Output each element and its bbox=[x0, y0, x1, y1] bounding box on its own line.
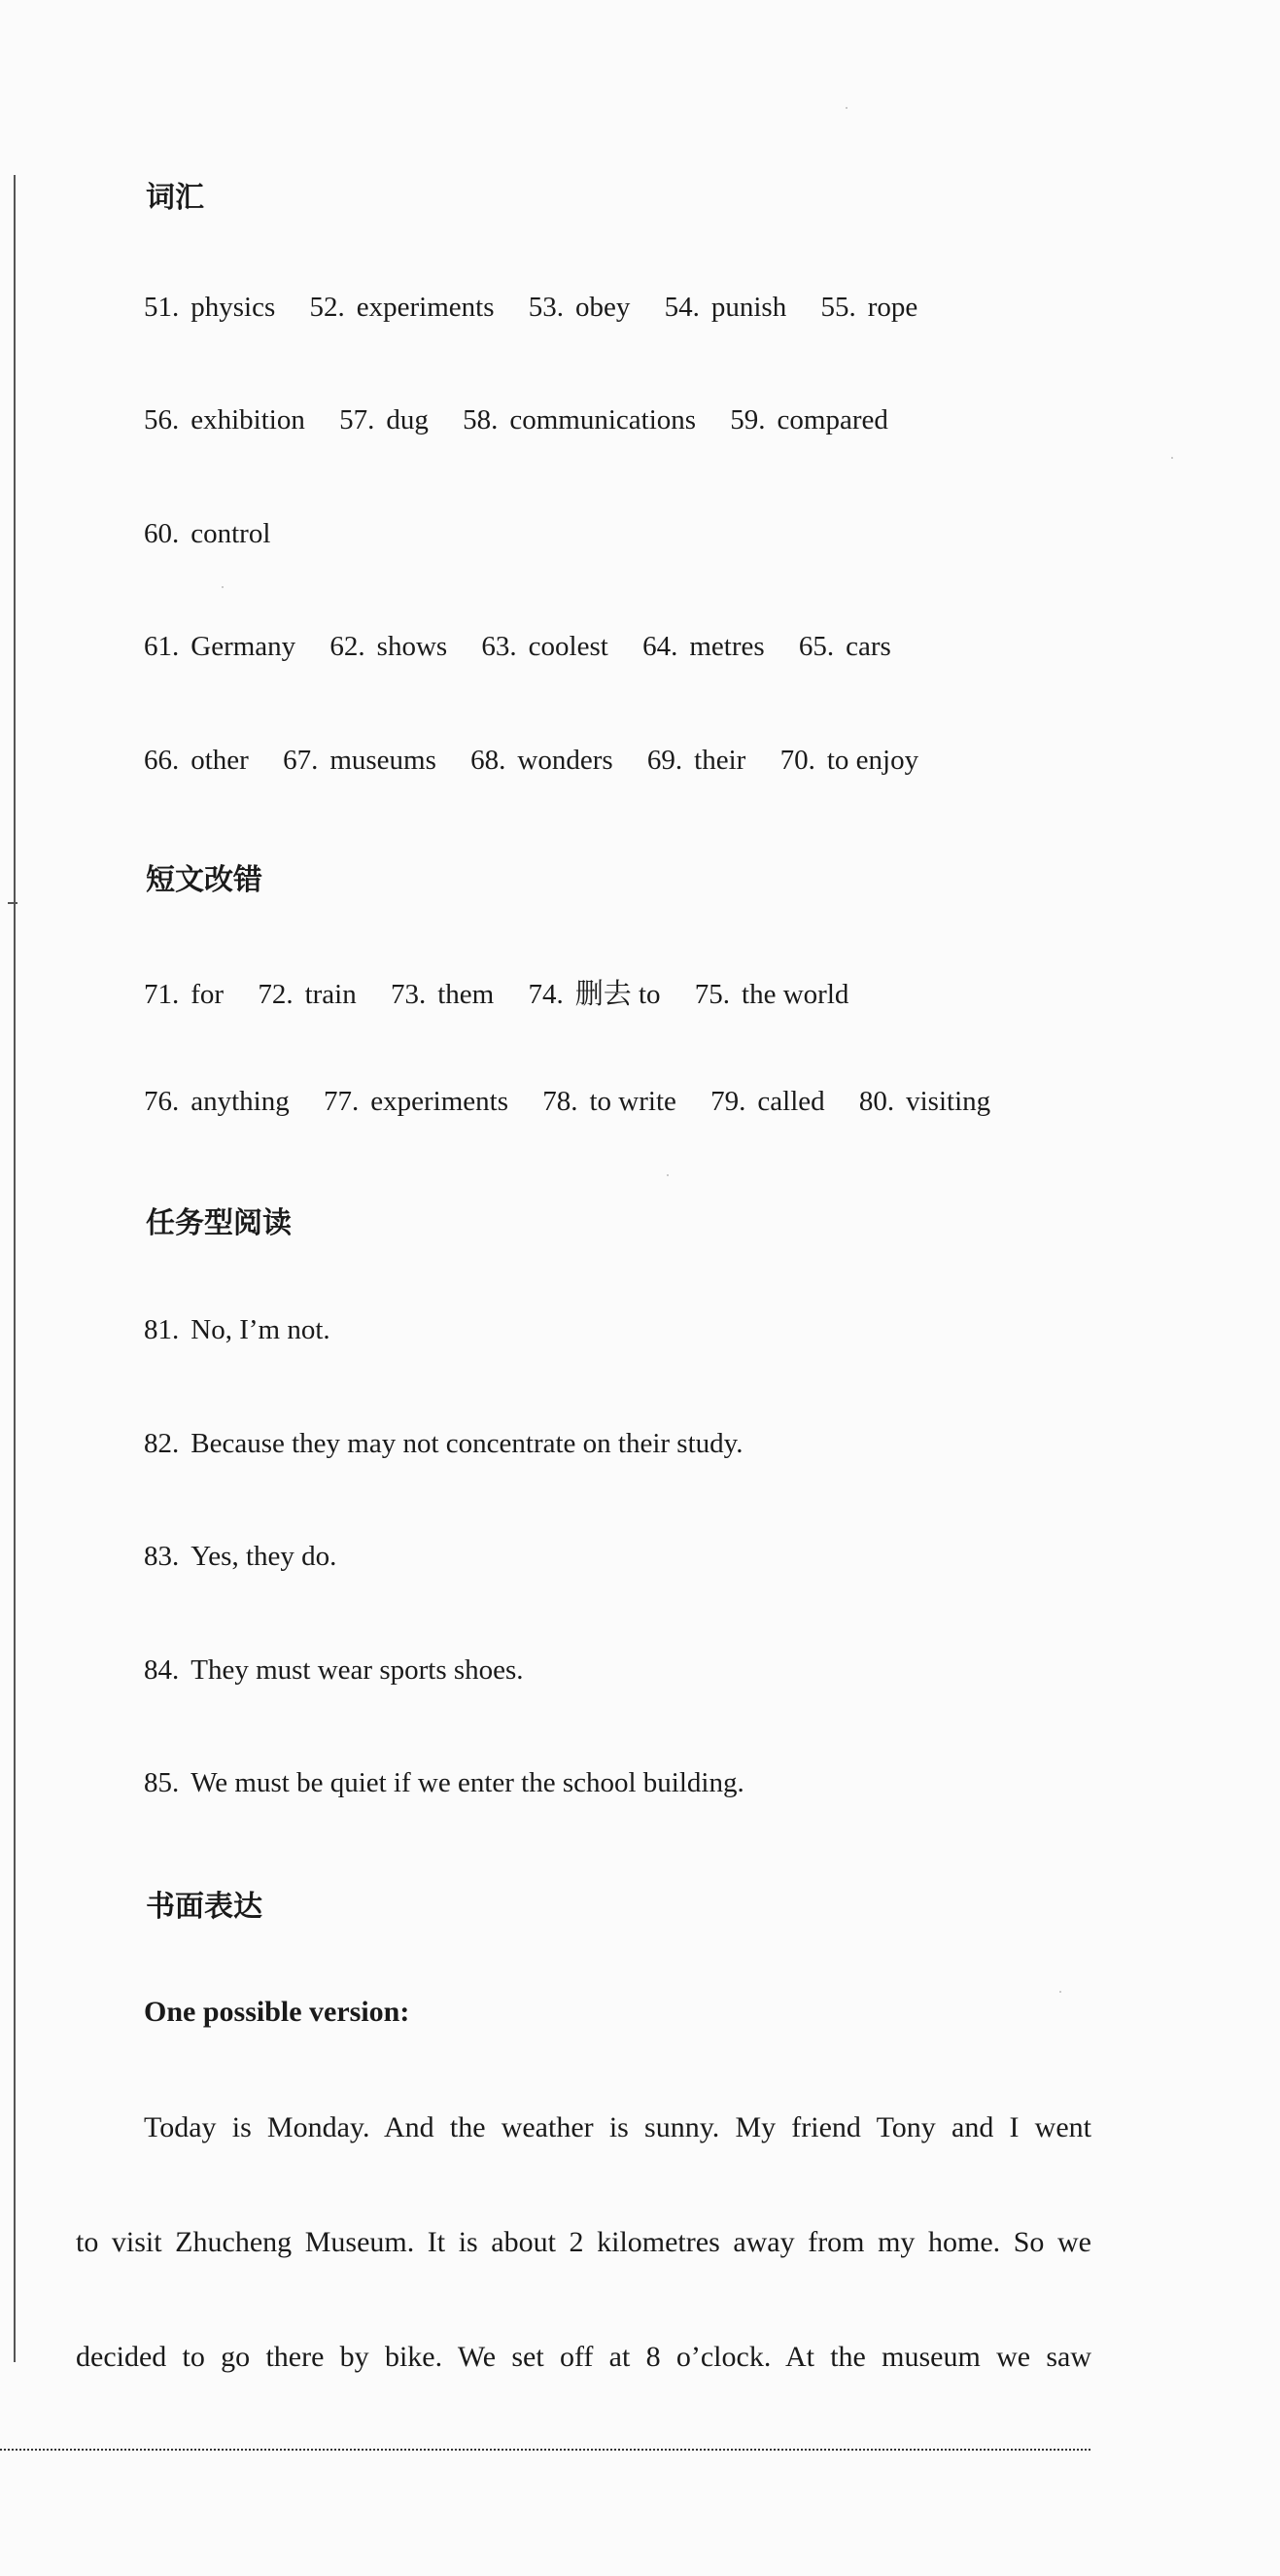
answer-item bbox=[144, 631, 295, 663]
essay-line-3: decided to go there by bike. We set off at 8 o’clock. At the museum we saw bbox=[76, 2341, 1091, 2373]
answer-text: for bbox=[190, 979, 225, 1010]
answer-item bbox=[528, 972, 660, 1012]
answer-text: physics bbox=[190, 292, 276, 323]
answer-item bbox=[799, 631, 891, 663]
answer-text: 删去 to bbox=[574, 979, 661, 1010]
reading-answer-85 bbox=[144, 1767, 744, 1799]
answer-text: punish bbox=[710, 292, 787, 323]
answer-text: They must wear sports shoes. bbox=[190, 1654, 524, 1686]
answer-text: cars bbox=[846, 631, 891, 662]
answer-text: compared bbox=[777, 404, 888, 435]
answer-number: 54. bbox=[664, 292, 700, 323]
answer-item bbox=[542, 1086, 676, 1118]
answer-text: experiments bbox=[370, 1086, 508, 1117]
reading-answer-81 bbox=[144, 1314, 330, 1346]
answer-text: called bbox=[757, 1086, 825, 1117]
answer-text: to write bbox=[589, 1086, 676, 1117]
answer-text: wonders bbox=[517, 745, 613, 776]
answer-text: museums bbox=[329, 745, 436, 776]
answer-item bbox=[144, 979, 224, 1011]
answer-number: 66. bbox=[144, 745, 180, 776]
answer-text: exhibition bbox=[190, 404, 305, 435]
answer-item bbox=[859, 1086, 990, 1118]
answer-number: 84. bbox=[144, 1654, 180, 1686]
answer-item bbox=[820, 292, 917, 324]
answer-item bbox=[144, 292, 275, 324]
answer-text: rope bbox=[867, 292, 918, 323]
answer-number: 85. bbox=[144, 1767, 180, 1798]
left-margin-rule bbox=[14, 175, 16, 2362]
answer-item bbox=[324, 1086, 508, 1118]
scan-speck bbox=[1059, 1991, 1061, 1993]
answer-text: No, I’m not. bbox=[190, 1314, 330, 1345]
answer-item bbox=[144, 518, 270, 550]
correction-heading: 短文改错 bbox=[146, 863, 262, 897]
answer-number: 70. bbox=[779, 745, 815, 776]
answer-number: 69. bbox=[646, 745, 683, 776]
scan-speck bbox=[667, 1174, 669, 1176]
answer-item bbox=[463, 404, 696, 436]
answer-number: 59. bbox=[730, 404, 766, 435]
reading-heading: 任务型阅读 bbox=[146, 1206, 292, 1240]
vocab-heading: 词汇 bbox=[146, 181, 204, 215]
answer-text: their bbox=[694, 745, 746, 776]
answer-number: 73. bbox=[390, 979, 427, 1010]
answer-number: 61. bbox=[144, 631, 180, 662]
answer-number: 75. bbox=[694, 979, 731, 1010]
answer-text: anything bbox=[190, 1086, 290, 1117]
answer-item bbox=[647, 745, 745, 777]
answer-text: visiting bbox=[906, 1086, 991, 1117]
vocab-row-2 bbox=[144, 404, 888, 436]
answer-text: obey bbox=[574, 292, 631, 323]
answer-item bbox=[310, 292, 495, 324]
answer-number: 56. bbox=[144, 404, 180, 435]
answer-number: 79. bbox=[710, 1086, 746, 1117]
reading-answer-83 bbox=[144, 1541, 336, 1573]
answer-number: 77. bbox=[324, 1086, 360, 1117]
vocab-row-3 bbox=[144, 518, 270, 550]
answer-text: other bbox=[190, 745, 249, 776]
answer-text: experiments bbox=[356, 292, 495, 323]
essay-line-1: Today is Monday. And the weather is sunny. My friend Tony and I went bbox=[144, 2111, 1091, 2143]
answer-text: coolest bbox=[528, 631, 608, 662]
answer-item bbox=[329, 631, 447, 663]
answer-text: to enjoy bbox=[826, 745, 919, 776]
answer-text: shows bbox=[376, 631, 448, 662]
answer-number: 65. bbox=[798, 631, 835, 662]
answer-number: 67. bbox=[283, 745, 319, 776]
answer-item bbox=[283, 745, 436, 777]
answer-text: Germany bbox=[190, 631, 296, 662]
answer-number: 72. bbox=[258, 979, 294, 1010]
answer-number: 60. bbox=[144, 518, 180, 549]
vocab-row-4 bbox=[144, 631, 891, 663]
answer-number: 52. bbox=[309, 292, 345, 323]
answer-item bbox=[144, 745, 249, 777]
scan-speck bbox=[222, 586, 224, 588]
answer-item bbox=[710, 1086, 824, 1118]
left-margin-tick bbox=[8, 902, 17, 904]
answer-number: 51. bbox=[144, 292, 180, 323]
scan-speck bbox=[1171, 457, 1173, 459]
correction-row-2 bbox=[144, 1086, 990, 1118]
answer-number: 78. bbox=[542, 1086, 578, 1117]
scan-speck bbox=[846, 107, 848, 109]
answer-number: 83. bbox=[144, 1541, 180, 1572]
answer-text: metres bbox=[689, 631, 765, 662]
answer-number: 82. bbox=[144, 1428, 180, 1459]
answer-item bbox=[665, 292, 787, 324]
answer-text: control bbox=[190, 518, 271, 549]
answer-item bbox=[144, 1086, 290, 1118]
reading-answer-82 bbox=[144, 1428, 744, 1460]
answer-number: 71. bbox=[144, 979, 180, 1010]
answer-item bbox=[695, 979, 849, 1011]
answer-item bbox=[258, 979, 356, 1011]
correction-row-1 bbox=[144, 972, 848, 1012]
answer-text: the world bbox=[742, 979, 849, 1010]
version-label: One possible version: bbox=[144, 1996, 410, 2028]
answer-item bbox=[144, 404, 305, 436]
answer-number: 81. bbox=[144, 1314, 180, 1345]
answer-text: train bbox=[304, 979, 357, 1010]
answer-item bbox=[780, 745, 919, 777]
vocab-row-5 bbox=[144, 745, 918, 777]
answer-number: 62. bbox=[329, 631, 365, 662]
answer-number: 63. bbox=[481, 631, 517, 662]
answer-text: Because they may not concentrate on their study. bbox=[190, 1428, 744, 1459]
answer-number: 74. bbox=[528, 979, 564, 1010]
answer-text: them bbox=[437, 979, 495, 1010]
answer-item bbox=[481, 631, 607, 663]
answer-item bbox=[529, 292, 631, 324]
dotted-separator bbox=[0, 2449, 1090, 2451]
answer-number: 64. bbox=[642, 631, 678, 662]
writing-heading: 书面表达 bbox=[146, 1890, 262, 1924]
answer-item bbox=[730, 404, 888, 436]
answer-item bbox=[470, 745, 613, 777]
essay-line-2: to visit Zhucheng Museum. It is about 2 kilometres away from my home. So we bbox=[76, 2226, 1091, 2258]
reading-answer-84 bbox=[144, 1654, 524, 1687]
answer-number: 68. bbox=[470, 745, 506, 776]
answer-number: 53. bbox=[528, 292, 564, 323]
answer-text: dug bbox=[386, 404, 429, 435]
answer-text: We must be quiet if we enter the school building. bbox=[190, 1767, 744, 1798]
vocab-row-1 bbox=[144, 292, 917, 324]
answer-text: Yes, they do. bbox=[190, 1541, 337, 1572]
answer-text: communications bbox=[509, 404, 697, 435]
answer-item bbox=[391, 979, 494, 1011]
answer-item bbox=[339, 404, 429, 436]
answer-number: 80. bbox=[858, 1086, 895, 1117]
answer-number: 57. bbox=[339, 404, 375, 435]
answer-item bbox=[642, 631, 765, 663]
answer-number: 55. bbox=[820, 292, 856, 323]
answer-number: 76. bbox=[144, 1086, 180, 1117]
answer-number: 58. bbox=[463, 404, 499, 435]
